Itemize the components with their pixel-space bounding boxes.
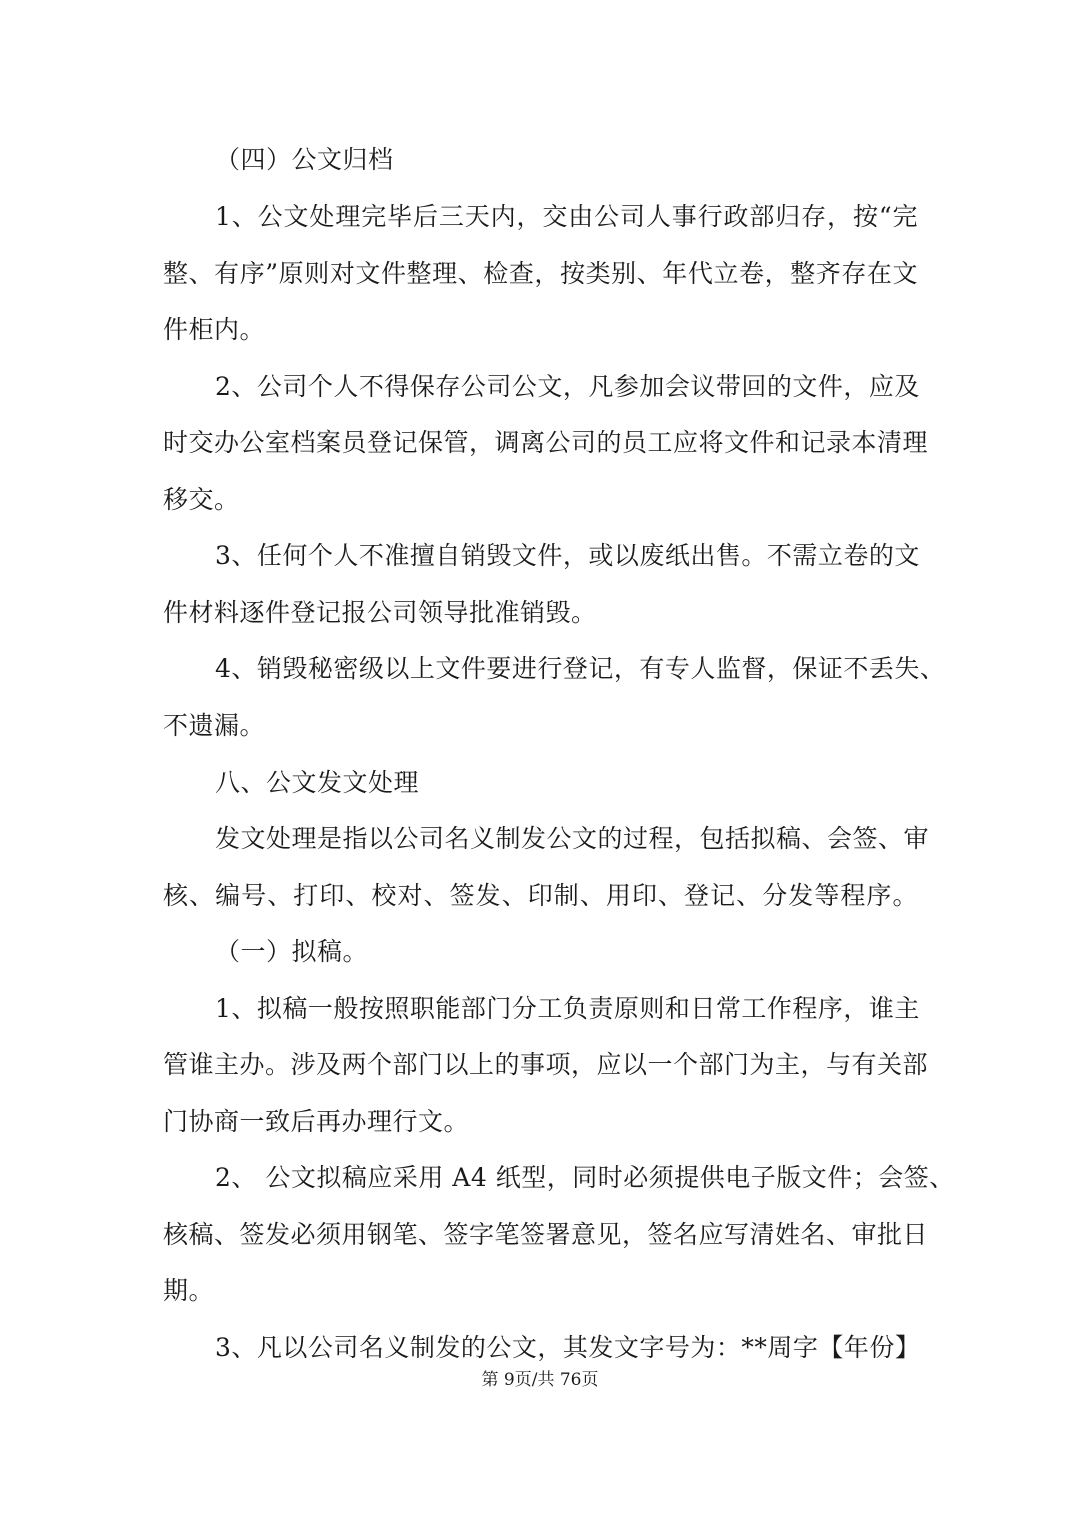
paragraph-line: 时交办公室档案员登记保管，调离公司的员工应将文件和记录本清理 bbox=[163, 428, 929, 457]
paragraph-line: 发文处理是指以公司名义制发公文的过程，包括拟稿、会签、审 bbox=[215, 824, 930, 853]
paragraph-line: 整、有序”原则对文件整理、检查，按类别、年代立卷，整齐存在文 bbox=[163, 259, 918, 288]
paragraph-line: 3、凡以公司名义制发的公文，其发文字号为：**周字【年份】 bbox=[215, 1333, 921, 1362]
paragraph-line: 核稿、签发必须用钢笔、签字笔签署意见，签名应写清姓名、审批日 bbox=[163, 1220, 929, 1249]
paragraph-line: 1、公文处理完毕后三天内，交由公司人事行政部归存，按“完 bbox=[215, 202, 918, 231]
paragraph-line: 4、销毁秘密级以上文件要进行登记，有专人监督，保证不丢失、 bbox=[215, 654, 946, 683]
paragraph-line: 1、拟稿一般按照职能部门分工负责原则和日常工作程序，谁主 bbox=[215, 994, 920, 1023]
paragraph-line: 期。 bbox=[163, 1276, 215, 1305]
section-heading: 八、公文发文处理 bbox=[215, 768, 420, 797]
page-number-footer: 第 9页/共 76页 bbox=[481, 1370, 599, 1390]
paragraph-line: 门协商一致后再办理行文。 bbox=[163, 1107, 470, 1136]
paragraph-line: 2、公司个人不得保存公司公文，凡参加会议带回的文件，应及 bbox=[215, 372, 920, 401]
paragraph-line: 移交。 bbox=[163, 485, 240, 514]
paragraph-line: 不遗漏。 bbox=[163, 711, 266, 740]
section-heading: （四）公文归档 bbox=[215, 145, 394, 174]
paragraph-line: 件柜内。 bbox=[163, 315, 266, 344]
paragraph-line: 核、编号、打印、校对、签发、印制、用印、登记、分发等程序。 bbox=[163, 881, 918, 910]
paragraph-line: 件材料逐件登记报公司领导批准销毁。 bbox=[163, 598, 597, 627]
paragraph-line: 3、任何个人不准擅自销毁文件，或以废纸出售。不需立卷的文 bbox=[215, 541, 920, 570]
section-heading: （一）拟稿。 bbox=[215, 937, 369, 966]
paragraph-line: 2、 公文拟稿应采用 A4 纸型，同时必须提供电子版文件；会签、 bbox=[215, 1163, 955, 1192]
paragraph-line: 管谁主办。涉及两个部门以上的事项，应以一个部门为主，与有关部 bbox=[163, 1050, 929, 1079]
